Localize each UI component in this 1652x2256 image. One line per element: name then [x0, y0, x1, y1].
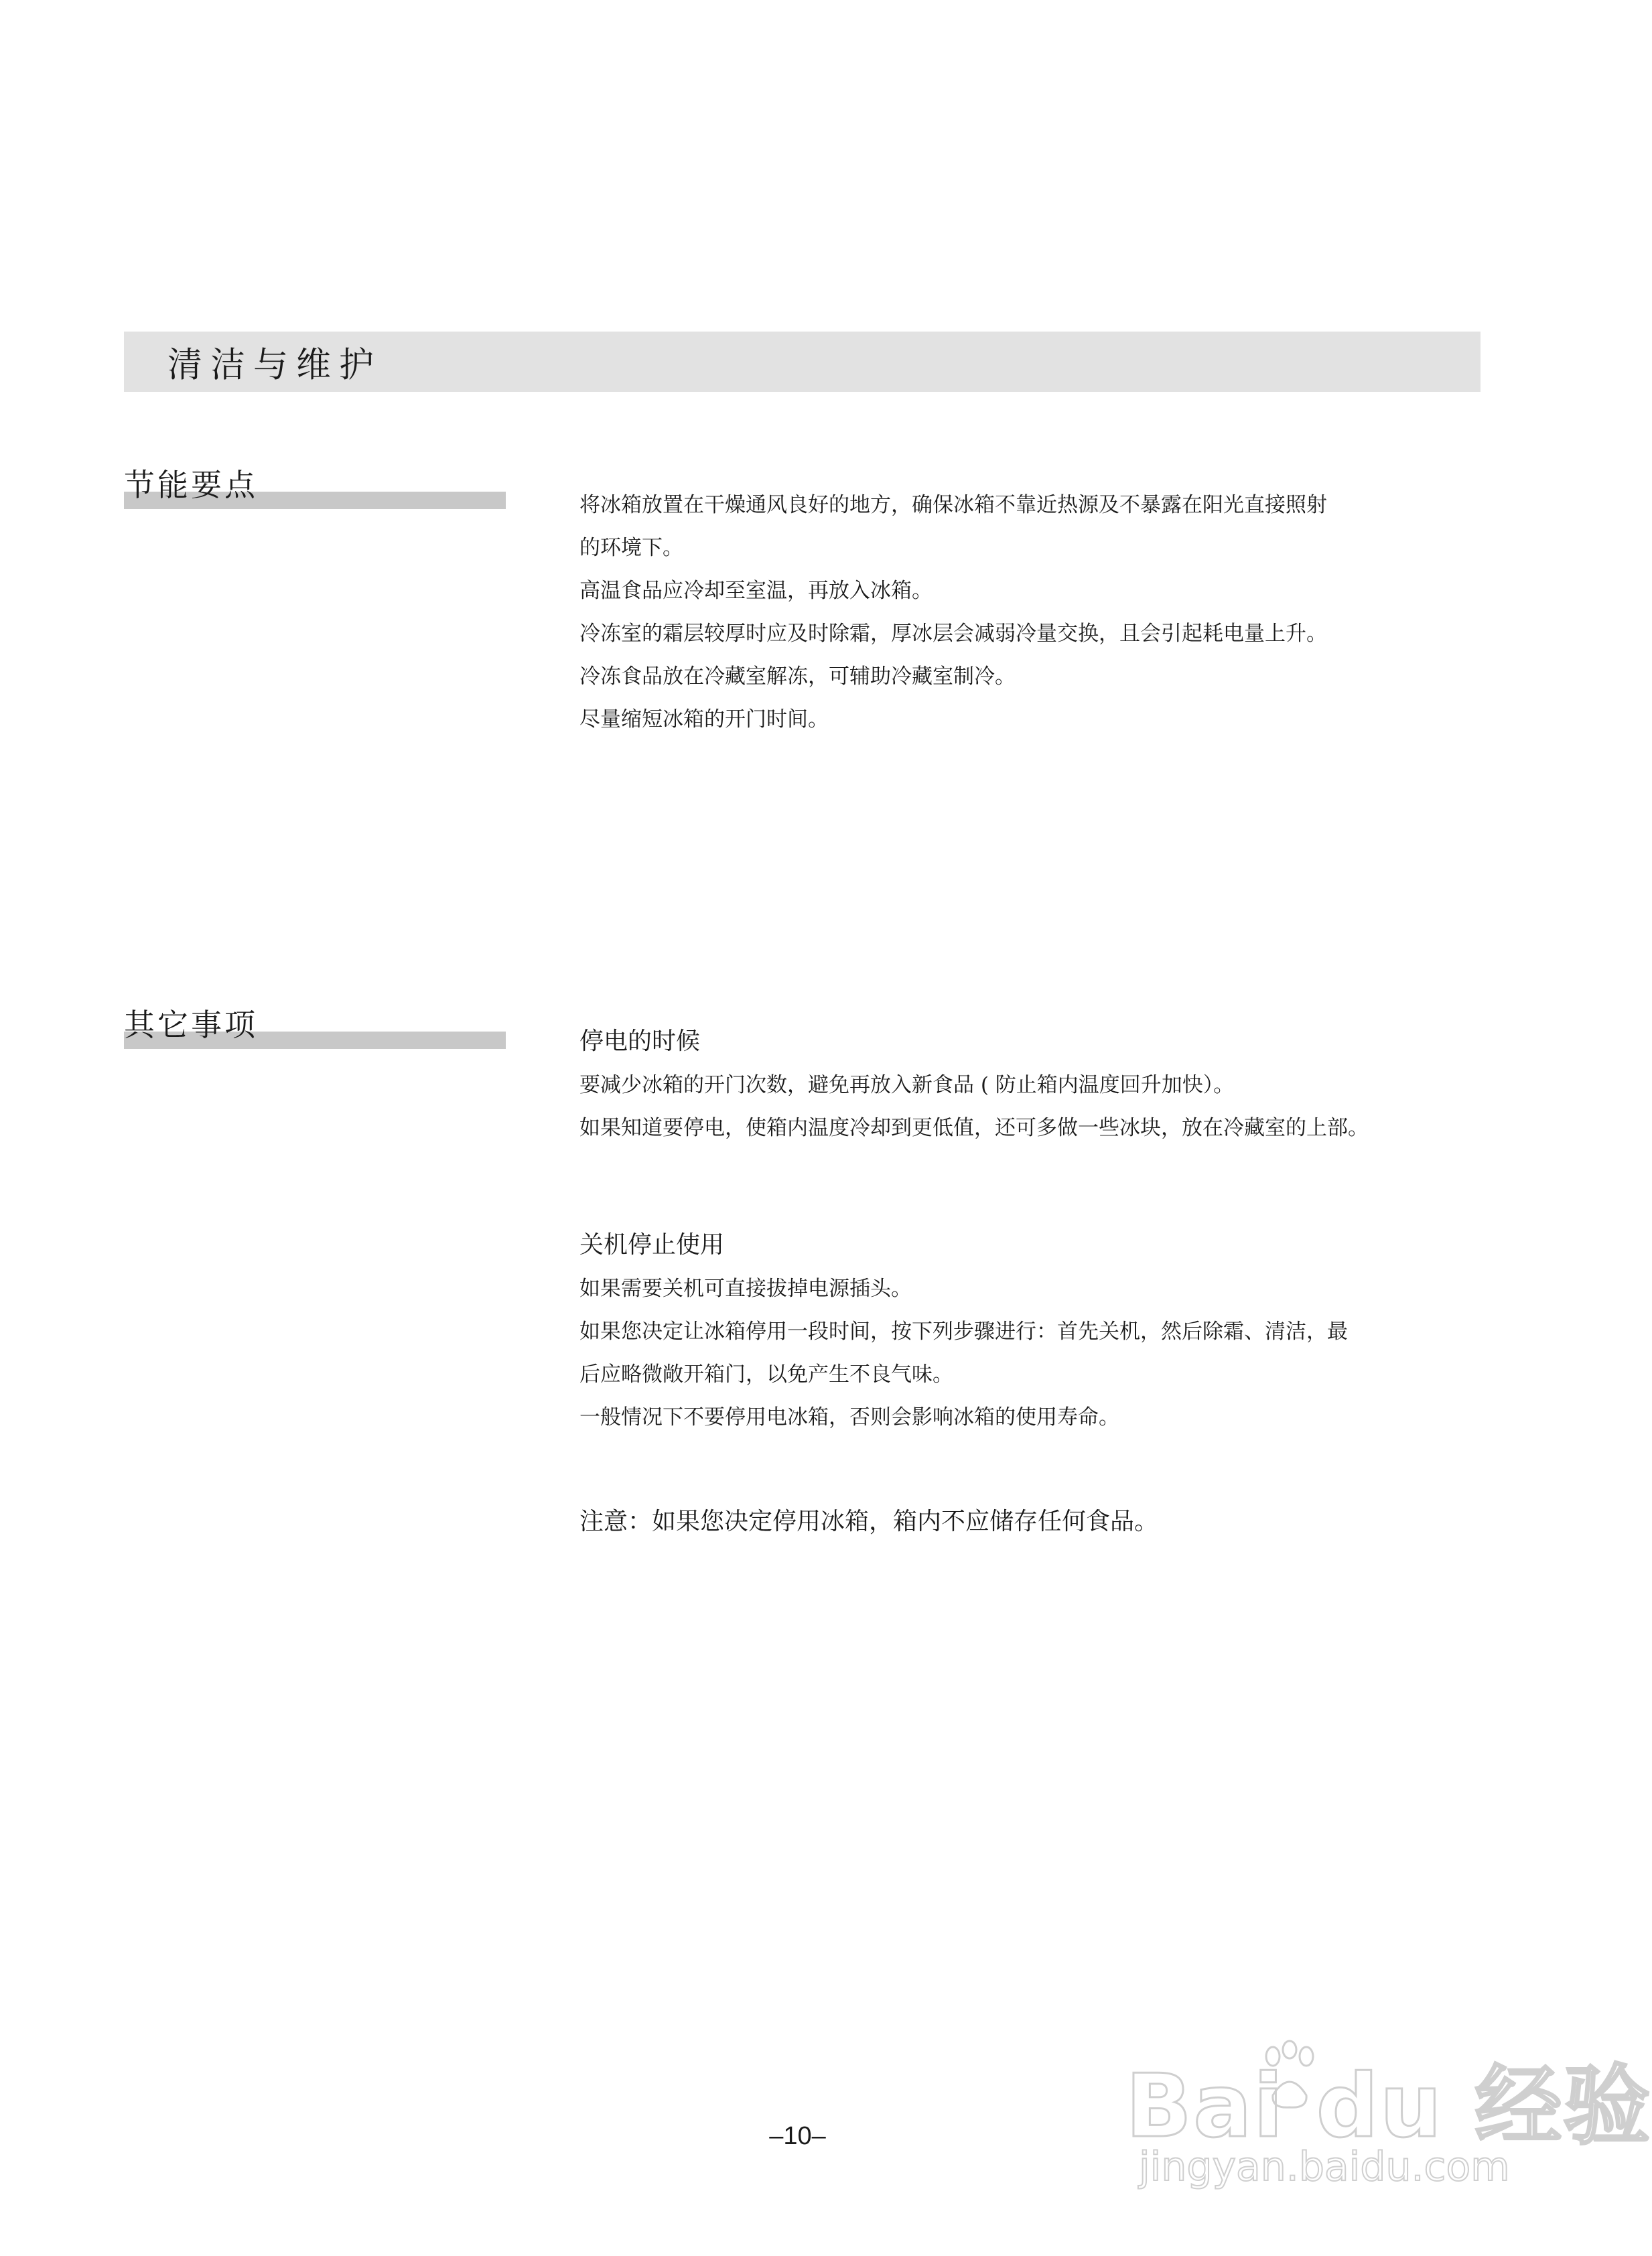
- energy-line: 冷冻食品放在冷藏室解冻，可辅助冷藏室制冷。: [579, 664, 1016, 689]
- power-outage-line: 要减少冰箱的开门次数，避免再放入新食品 ( 防止箱内温度回升加快）。: [579, 1073, 1235, 1097]
- watermark-logo: [1125, 2036, 1652, 2190]
- watermark-url: jingyan.baidu.com: [1139, 2143, 1510, 2190]
- section-title-banner: [124, 332, 1481, 392]
- energy-line: 冷冻室的霜层较厚时应及时除霜，厚冰层会减弱冷量交换，且会引起耗电量上升。: [579, 622, 1327, 646]
- energy-line: 的环境下。: [579, 536, 683, 560]
- shutdown-content: [579, 1223, 1531, 1439]
- energy-saving-content: [579, 484, 1531, 741]
- baidu-paw-icon: [1259, 2042, 1320, 2115]
- power-outage-line: 如果知道要停电，使箱内温度冷却到更低值，还可多做一些冰块，放在冷藏室的上部。: [579, 1116, 1369, 1140]
- page-number: –10–: [769, 2122, 826, 2150]
- other-matters-heading-label: 其它事项: [124, 1007, 258, 1043]
- energy-saving-heading: [124, 469, 506, 509]
- energy-line: 尽量缩短冰箱的开门时间。: [579, 707, 829, 731]
- energy-saving-heading-label: 节能要点: [124, 467, 258, 503]
- power-outage-content: [579, 1019, 1531, 1149]
- other-matters-heading: [124, 1009, 506, 1049]
- shutdown-title: 关机停止使用: [579, 1231, 725, 1259]
- power-outage-title: 停电的时候: [579, 1028, 701, 1055]
- watermark-logo-text: Bai du 经验: [1125, 2055, 1652, 2157]
- shutdown-line: 如果您决定让冰箱停用一段时间，按下列步骤进行：首先关机，然后除霜、清洁，最: [579, 1320, 1348, 1344]
- page-title: 清洁与维护: [167, 345, 383, 386]
- energy-line: 将冰箱放置在干燥通风良好的地方，确保冰箱不靠近热源及不暴露在阳光直接照射: [579, 493, 1327, 517]
- shutdown-line: 后应略微敞开箱门，以免产生不良气味。: [579, 1362, 953, 1387]
- shutdown-line: 一般情况下不要停用电冰箱，否则会影响冰箱的使用寿命。: [579, 1405, 1119, 1429]
- shutdown-line: 如果需要关机可直接拔掉电源插头。: [579, 1277, 912, 1301]
- note-text: 注意：如果您决定停用冰箱，箱内不应储存任何食品。: [579, 1508, 1159, 1535]
- energy-line: 高温食品应冷却至室温，再放入冰箱。: [579, 579, 933, 603]
